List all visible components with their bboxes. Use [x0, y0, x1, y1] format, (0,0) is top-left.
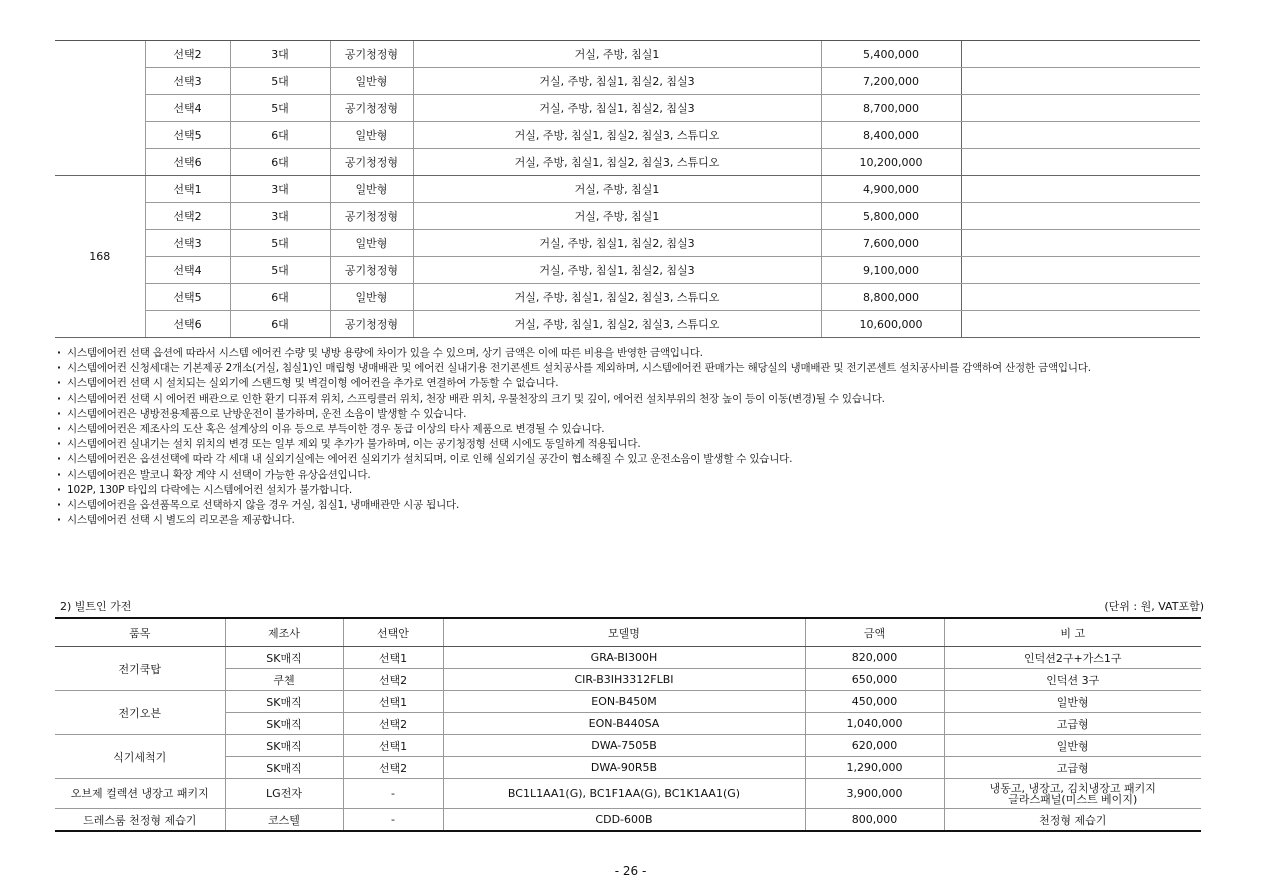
table-row [55, 230, 1200, 257]
price-cell: 620,000 [805, 735, 944, 757]
note-item: · 시스템에어컨 신청세대는 기본제공 2개소(거실, 침실1)인 매립형 냉매배관 및 에어컨 실내기용 전기콘센트 설치공사를 제외하며, 시스템에어컨 판매가는 해당실의 냉매배관 및 전기콘센트 설치공사비를 감액하여 산정한 금액입니다. [55, 361, 1205, 376]
aircon-option-table [55, 40, 1200, 338]
rooms-cell: 거실, 주방, 침실1, 침실2, 침실3 [413, 95, 821, 122]
price-cell: 8,400,000 [821, 122, 961, 149]
price-cell: 7,600,000 [821, 230, 961, 257]
table-header-row [55, 618, 1201, 647]
model-cell: CDD-600B [443, 809, 805, 832]
table-row [55, 122, 1200, 149]
remark-cell [944, 691, 1201, 713]
type-cell: 공기청정형 [330, 311, 413, 338]
remark-cell [944, 757, 1201, 779]
type-cell: 공기청정형 [330, 203, 413, 230]
note-item: · 시스템에어컨을 옵션품목으로 선택하지 않을 경우 거실, 침실1, 냉매배관만 시공 됩니다. [55, 498, 1205, 513]
table-row [55, 176, 1200, 203]
remark-line: 일반형 [1056, 739, 1089, 753]
price-cell: 5,400,000 [821, 41, 961, 68]
section-title: 2) 빌트인 가전 [60, 600, 132, 613]
header-price: 금액 [805, 618, 944, 647]
rooms-cell: 거실, 주방, 침실1, 침실2, 침실3, 스튜디오 [413, 311, 821, 338]
remark-cell [944, 647, 1201, 669]
option-cell: 선택2 [343, 713, 443, 735]
note-item: · 시스템에어컨은 제조사의 도산 혹은 설계상의 이유 등으로 부득이한 경우 동급 이상의 타사 제품으로 변경될 수 있습니다. [55, 422, 1205, 437]
units-cell: 6대 [230, 122, 330, 149]
rooms-cell: 거실, 주방, 침실1, 침실2, 침실3 [413, 68, 821, 95]
table-row [55, 779, 1201, 809]
page-number: - 26 - [614, 864, 647, 878]
price-cell: 650,000 [805, 669, 944, 691]
header-item: 품목 [55, 618, 225, 647]
maker-cell: 코스텔 [225, 809, 343, 832]
option-cell: 선택2 [145, 203, 230, 230]
aircon-notes-list [55, 346, 1205, 528]
table-row [55, 311, 1200, 338]
note-item: · 시스템에어컨 실내기는 설치 위치의 변경 또는 일부 제외 및 추가가 불가하며, 이는 공기청정형 선택 시에도 동일하게 적용됩니다. [55, 437, 1205, 452]
option-cell: 선택3 [145, 68, 230, 95]
remark-cell [944, 809, 1201, 832]
remark-line: 냉동고, 냉장고, 김치냉장고 패키지 [989, 781, 1156, 795]
table-row [55, 691, 1201, 713]
note-item: · 시스템에어컨 선택 시 별도의 리모콘을 제공합니다. [55, 513, 1205, 528]
maker-cell: SK매직 [225, 647, 343, 669]
units-cell: 3대 [230, 176, 330, 203]
table-row [55, 647, 1201, 669]
type-cell: 일반형 [330, 284, 413, 311]
price-cell: 9,100,000 [821, 257, 961, 284]
price-cell: 800,000 [805, 809, 944, 832]
rooms-cell: 거실, 주방, 침실1 [413, 41, 821, 68]
remark-cell [961, 203, 1200, 230]
table-row [55, 735, 1201, 757]
rooms-cell: 거실, 주방, 침실1, 침실2, 침실3 [413, 230, 821, 257]
option-cell: - [343, 809, 443, 832]
remark-line-2: 글라스패널(미스트 베이지) [1008, 792, 1138, 806]
builtin-appliance-table [55, 617, 1201, 832]
option-cell: 선택1 [343, 647, 443, 669]
item-cell: 오브제 컬렉션 냉장고 패키지 [55, 779, 225, 809]
option-cell: 선택5 [145, 122, 230, 149]
table-row [55, 284, 1200, 311]
price-cell: 3,900,000 [805, 779, 944, 809]
remark-cell [944, 669, 1201, 691]
remark-cell [961, 41, 1200, 68]
option-cell: 선택5 [145, 284, 230, 311]
maker-cell: SK매직 [225, 735, 343, 757]
table-row [55, 757, 1201, 779]
option-cell: 선택2 [145, 41, 230, 68]
remark-cell [961, 176, 1200, 203]
maker-cell: SK매직 [225, 691, 343, 713]
header-remark: 비 고 [944, 618, 1201, 647]
remark-cell [961, 284, 1200, 311]
note-item: · 시스템에어컨은 냉방전용제품으로 난방운전이 불가하며, 운전 소음이 발생할 수 있습니다. [55, 407, 1205, 422]
maker-cell: SK매직 [225, 757, 343, 779]
type-cell: 일반형 [330, 230, 413, 257]
price-cell: 1,040,000 [805, 713, 944, 735]
option-cell: 선택4 [145, 95, 230, 122]
price-cell: 4,900,000 [821, 176, 961, 203]
rooms-cell: 거실, 주방, 침실1 [413, 203, 821, 230]
remark-cell [961, 122, 1200, 149]
header-option: 선택안 [343, 618, 443, 647]
price-cell: 5,800,000 [821, 203, 961, 230]
price-cell: 7,200,000 [821, 68, 961, 95]
size-cell [55, 41, 145, 176]
remark-line: 일반형 [1056, 695, 1089, 709]
remark-line: 천정형 제습기 [1039, 813, 1107, 827]
units-cell: 6대 [230, 284, 330, 311]
rooms-cell: 거실, 주방, 침실1, 침실2, 침실3, 스튜디오 [413, 149, 821, 176]
table-row [55, 68, 1200, 95]
model-cell: CIR-B3IH3312FLBI [443, 669, 805, 691]
remark-cell [961, 68, 1200, 95]
option-cell: 선택1 [343, 735, 443, 757]
option-cell: - [343, 779, 443, 809]
type-cell: 공기청정형 [330, 41, 413, 68]
note-item: · 시스템에어컨 선택 옵션에 따라서 시스템 에어컨 수량 및 냉방 용량에 차이가 있을 수 있으며, 상기 금액은 이에 따른 비용을 반영한 금액입니다. [55, 346, 1205, 361]
type-cell: 공기청정형 [330, 95, 413, 122]
units-cell: 5대 [230, 230, 330, 257]
units-cell: 5대 [230, 68, 330, 95]
table-row [55, 95, 1200, 122]
rooms-cell: 거실, 주방, 침실1, 침실2, 침실3 [413, 257, 821, 284]
table-row [55, 203, 1200, 230]
header-maker: 제조사 [225, 618, 343, 647]
note-item: · 시스템에어컨은 옵션선택에 따라 각 세대 내 실외기실에는 에어컨 실외기가 설치되며, 이로 인해 실외기실 공간이 협소해질 수 있고 운전소음이 발생할 수 있습니다. [55, 452, 1205, 467]
model-cell: EON-B450M [443, 691, 805, 713]
rooms-cell: 거실, 주방, 침실1, 침실2, 침실3, 스튜디오 [413, 122, 821, 149]
option-cell: 선택3 [145, 230, 230, 257]
model-cell: DWA-7505B [443, 735, 805, 757]
remark-cell [944, 713, 1201, 735]
table-row [55, 257, 1200, 284]
note-item: · 시스템에어컨 선택 시 설치되는 실외기에 스탠드형 및 벽걸이형 에어컨을 추가로 연결하여 가동할 수 없습니다. [55, 376, 1205, 391]
model-cell: DWA-90R5B [443, 757, 805, 779]
remark-line: 고급형 [1056, 717, 1089, 731]
table-row [55, 41, 1200, 68]
remark-cell [961, 257, 1200, 284]
type-cell: 일반형 [330, 122, 413, 149]
remark-line: 인덕션 3구 [1046, 673, 1100, 687]
unit-note: (단위 : 원, VAT포함) [1104, 600, 1204, 613]
size-cell: 168 [55, 176, 145, 338]
option-cell: 선택1 [343, 691, 443, 713]
price-cell: 10,600,000 [821, 311, 961, 338]
remark-cell [944, 735, 1201, 757]
units-cell: 6대 [230, 311, 330, 338]
remark-cell [944, 779, 1201, 809]
rooms-cell: 거실, 주방, 침실1 [413, 176, 821, 203]
item-cell: 식기세척기 [55, 735, 225, 779]
remark-line: 인덕션2구+가스1구 [1023, 651, 1122, 665]
units-cell: 6대 [230, 149, 330, 176]
price-cell: 1,290,000 [805, 757, 944, 779]
remark-cell [961, 311, 1200, 338]
option-cell: 선택6 [145, 311, 230, 338]
option-cell: 선택2 [343, 669, 443, 691]
units-cell: 3대 [230, 41, 330, 68]
table-row [55, 809, 1201, 832]
remark-cell [961, 149, 1200, 176]
units-cell: 5대 [230, 95, 330, 122]
table-row [55, 713, 1201, 735]
note-item: · 102P, 130P 타입의 다락에는 시스템에어컨 설치가 불가합니다. [55, 483, 1205, 498]
price-cell: 450,000 [805, 691, 944, 713]
maker-cell: LG전자 [225, 779, 343, 809]
remark-cell [961, 230, 1200, 257]
model-cell: EON-B440SA [443, 713, 805, 735]
type-cell: 공기청정형 [330, 149, 413, 176]
price-cell: 820,000 [805, 647, 944, 669]
table-row [55, 149, 1200, 176]
price-cell: 8,800,000 [821, 284, 961, 311]
price-cell: 8,700,000 [821, 95, 961, 122]
option-cell: 선택2 [343, 757, 443, 779]
type-cell: 공기청정형 [330, 257, 413, 284]
remark-line: 고급형 [1056, 761, 1089, 775]
option-cell: 선택1 [145, 176, 230, 203]
model-cell: BC1L1AA1(G), BC1F1AA(G), BC1K1AA1(G) [443, 779, 805, 809]
note-item: · 시스템에어컨은 발코니 확장 계약 시 선택이 가능한 유상옵션입니다. [55, 468, 1205, 483]
option-cell: 선택6 [145, 149, 230, 176]
type-cell: 일반형 [330, 176, 413, 203]
price-cell: 10,200,000 [821, 149, 961, 176]
table-row [55, 669, 1201, 691]
option-cell: 선택4 [145, 257, 230, 284]
item-cell: 드레스룸 천정형 제습기 [55, 809, 225, 832]
note-item: · 시스템에어컨 선택 시 에어컨 배관으로 인한 환기 디퓨져 위치, 스프링클러 위치, 천장 배관 위치, 우물천장의 크기 및 깊이, 에어컨 설치부위의 천장 높이 등이 이동(변경)될 수 있습니다. [55, 392, 1205, 407]
item-cell: 전기쿡탑 [55, 647, 225, 691]
units-cell: 3대 [230, 203, 330, 230]
remark-cell [961, 95, 1200, 122]
model-cell: GRA-BI300H [443, 647, 805, 669]
rooms-cell: 거실, 주방, 침실1, 침실2, 침실3, 스튜디오 [413, 284, 821, 311]
maker-cell: 쿠첸 [225, 669, 343, 691]
header-model: 모델명 [443, 618, 805, 647]
maker-cell: SK매직 [225, 713, 343, 735]
units-cell: 5대 [230, 257, 330, 284]
type-cell: 일반형 [330, 68, 413, 95]
item-cell: 전기오븐 [55, 691, 225, 735]
